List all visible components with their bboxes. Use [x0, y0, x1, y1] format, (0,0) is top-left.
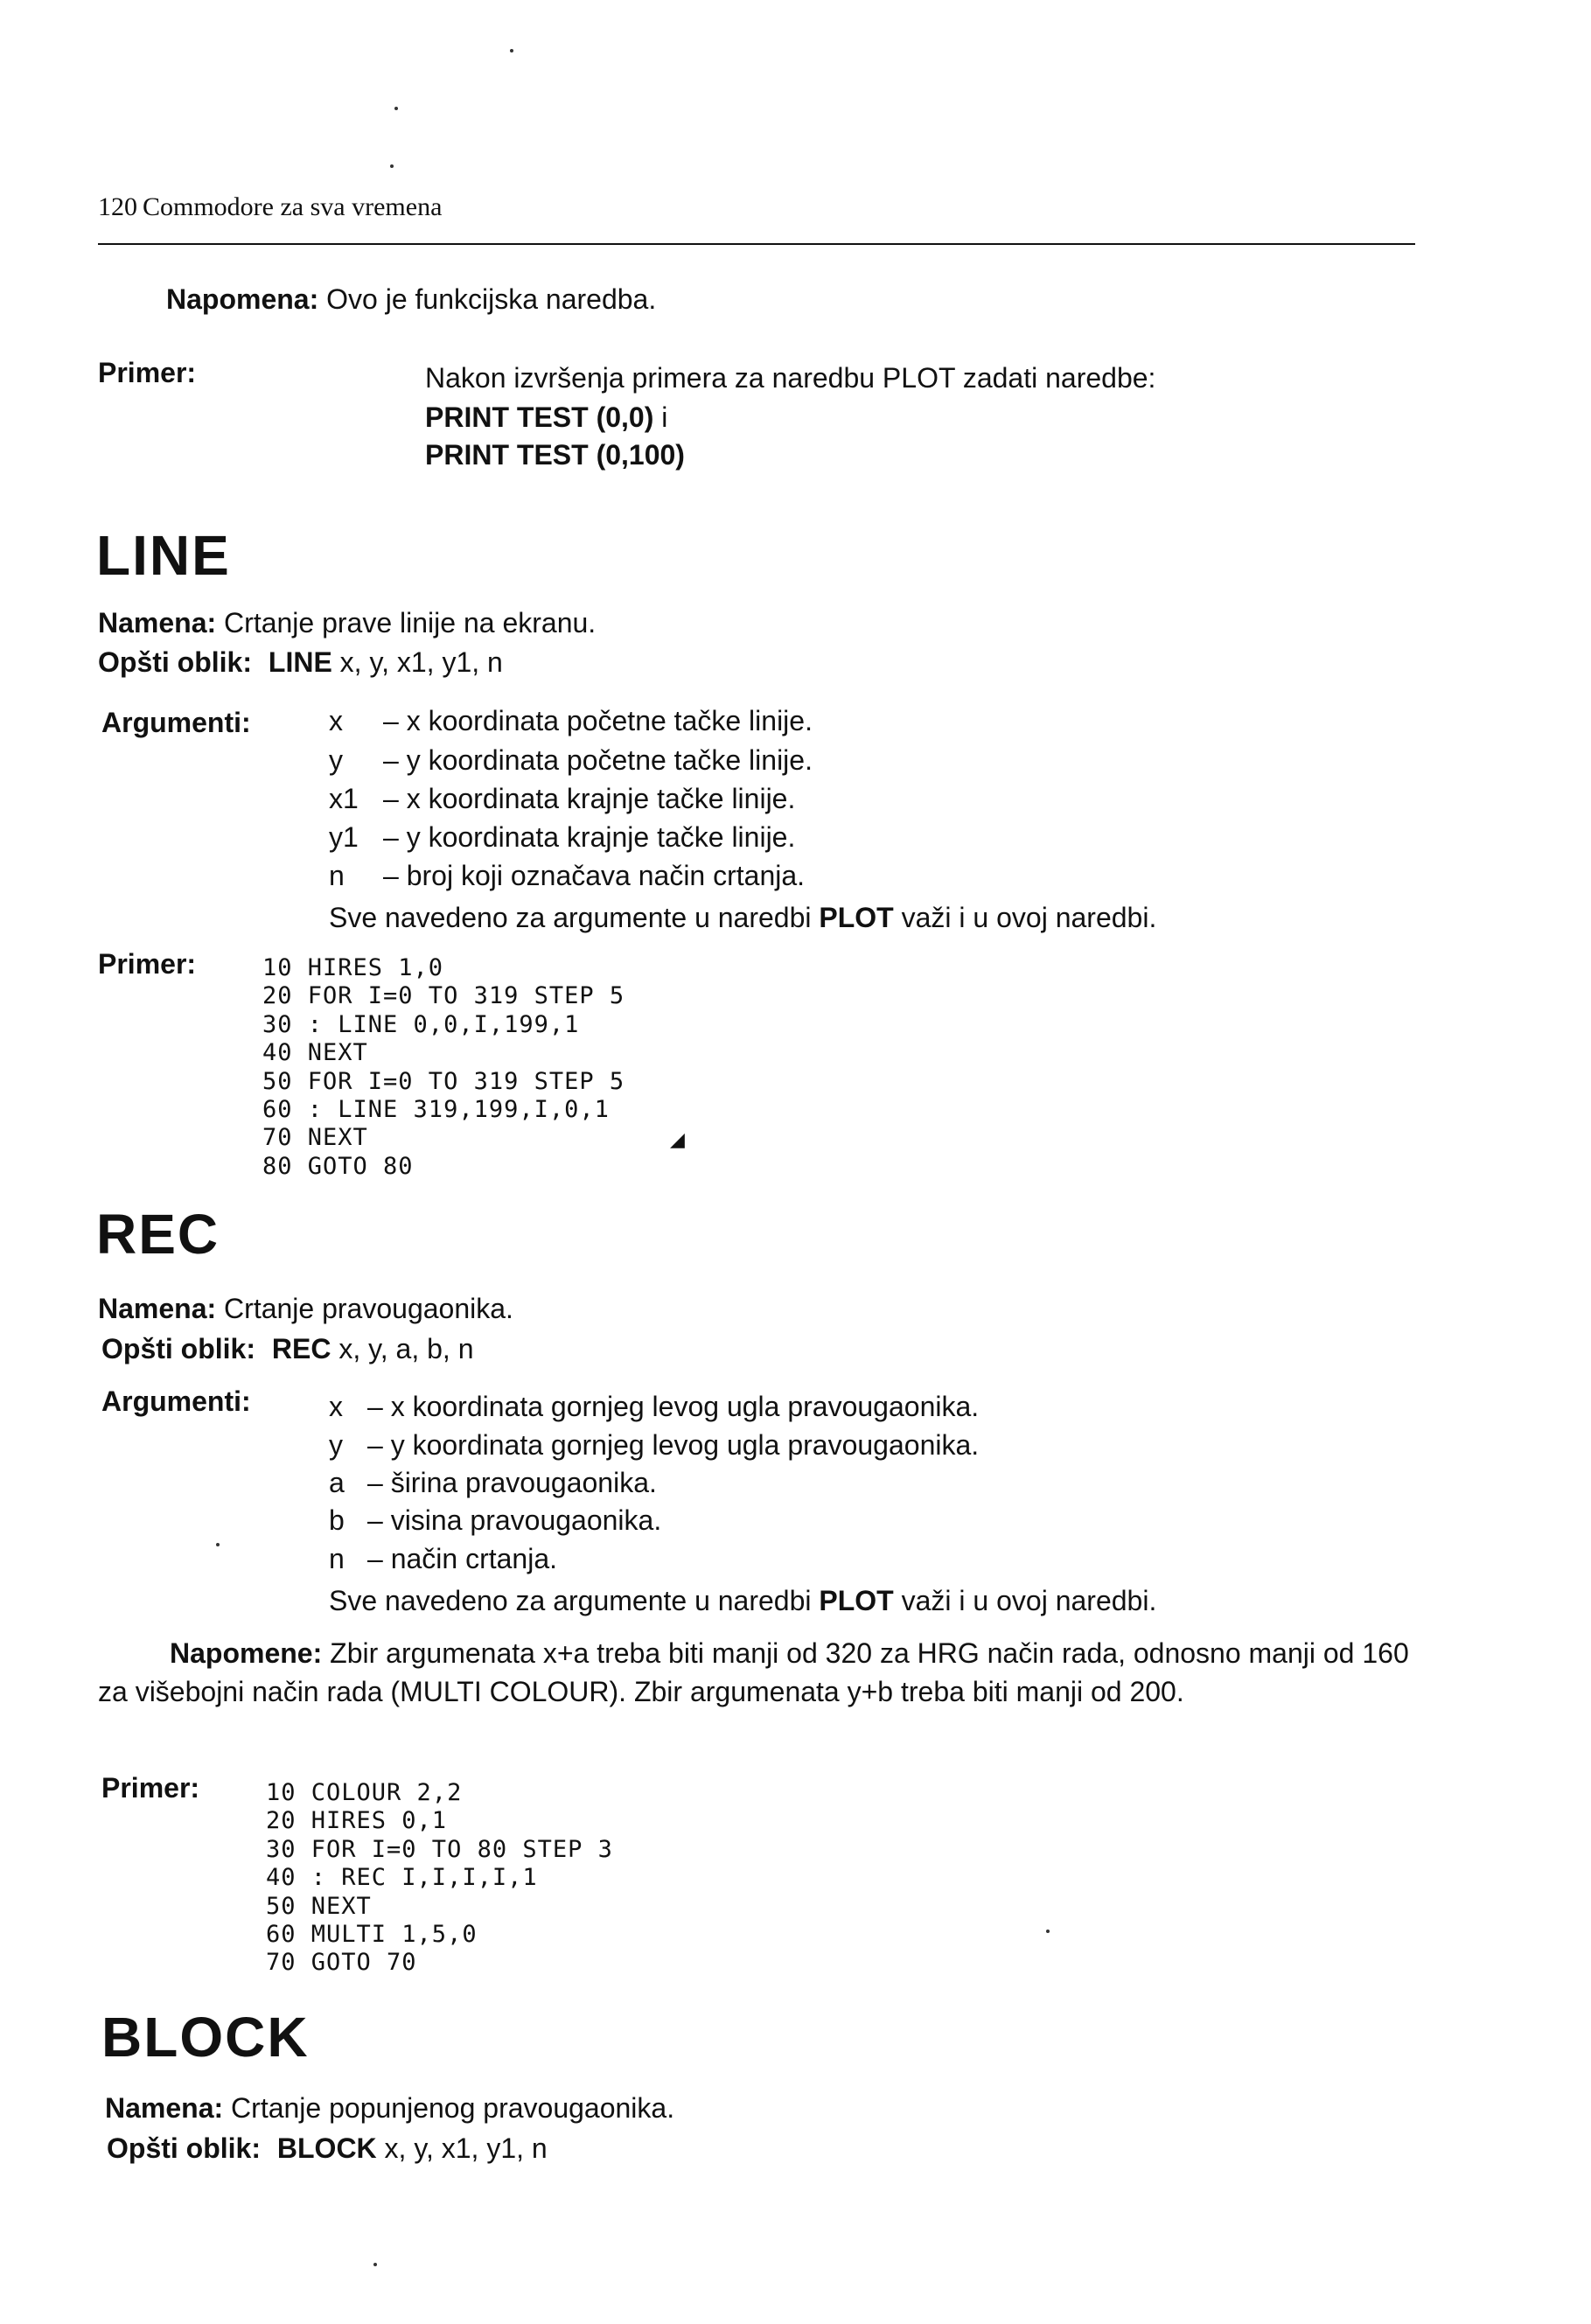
form-args: x, y, x1, y1, n — [384, 2132, 548, 2164]
arg-name: n — [329, 860, 345, 891]
scan-speck — [1046, 1930, 1050, 1933]
scan-speck — [216, 1543, 220, 1546]
rec-example-label: Primer: — [101, 1772, 200, 1804]
scan-speck — [390, 164, 394, 168]
section-title-line: LINE — [96, 524, 231, 587]
args-note-cmd: PLOT — [819, 902, 894, 933]
arg-desc: – broj koji označava način crtanja. — [383, 860, 806, 891]
rec-args-label: Argumenti: — [101, 1385, 251, 1417]
arg-name: y — [329, 744, 343, 776]
arg-desc: – x koordinata početne tačke linije. — [383, 705, 813, 736]
top-example-label: Primer: — [98, 357, 197, 388]
args-note-pre: Sve navedeno za argumente u naredbi — [329, 1585, 812, 1616]
purpose-label: Namena: — [98, 607, 217, 639]
purpose-text: Crtanje popunjenog pravougaonika. — [231, 2092, 675, 2124]
arg-name: n — [329, 1543, 345, 1574]
arg-name: x — [329, 705, 343, 736]
form-cmd: REC — [271, 1333, 331, 1364]
rec-general-form — [101, 1329, 473, 1368]
note-text: Ovo je funkcijska naredba. — [326, 283, 657, 315]
arg-desc: – širina pravougaonika. — [367, 1467, 657, 1498]
page-header — [98, 192, 442, 222]
args-note-post: važi i u ovoj naredbi. — [901, 1585, 1157, 1616]
top-example-text: Nakon izvršenja primera za naredbu PLOT zadati naredbe: — [425, 362, 1156, 394]
section-title-rec: REC — [96, 1203, 220, 1266]
rec-args-note — [329, 1581, 1156, 1620]
line-code-listing: 10 HIRES 1,0 20 FOR I=0 TO 319 STEP 5 30 : LINE 0,0,I,199,1 40 NEXT 50 FOR I=0 TO 319 STEP 5 60 : LINE 319,199,I,0,1 70 NEXT 80 GOTO 80 — [262, 954, 625, 1180]
block-general-form — [107, 2129, 548, 2167]
arg-name: x — [329, 1391, 343, 1422]
arg-name: x1 — [329, 783, 359, 814]
form-cmd: BLOCK — [276, 2132, 377, 2164]
book-title: Commodore za sva vremena — [143, 192, 443, 221]
arg-name: y1 — [329, 821, 359, 853]
purpose-label: Namena: — [105, 2092, 224, 2124]
cmd-print-test-1: PRINT TEST (0,0) — [425, 401, 654, 433]
form-label: Opšti oblik: — [98, 646, 252, 678]
form-label: Opšti oblik: — [107, 2132, 261, 2164]
scan-speck — [373, 2263, 377, 2266]
block-purpose — [105, 2089, 674, 2127]
top-example-cmd2: PRINT TEST (0,100) — [425, 439, 685, 471]
arg-desc: – y koordinata gornjeg levog ugla pravougaonika. — [367, 1429, 980, 1461]
rec-notes — [98, 1634, 1419, 1711]
arg-name: b — [329, 1504, 345, 1536]
notes-label: Napomene: — [170, 1637, 323, 1669]
arg-name: a — [329, 1467, 345, 1498]
note-label: Napomena: — [166, 283, 319, 315]
form-args: x, y, x1, y1, n — [339, 646, 503, 678]
form-cmd: LINE — [268, 646, 332, 678]
purpose-text: Crtanje prave linije na ekranu. — [224, 607, 597, 639]
form-label: Opšti oblik: — [101, 1333, 255, 1364]
purpose-text: Crtanje pravougaonika. — [224, 1293, 513, 1324]
arg-desc: – x koordinata gornjeg levog ugla pravougaonika. — [367, 1391, 980, 1422]
rec-purpose — [98, 1289, 513, 1328]
section-title-block: BLOCK — [101, 2006, 310, 2069]
args-note-post: važi i u ovoj naredbi. — [901, 902, 1157, 933]
top-note — [166, 280, 656, 318]
line-example-label: Primer: — [98, 948, 197, 980]
stray-mark: ◢ — [670, 1128, 685, 1150]
arg-desc: – visina pravougaonika. — [367, 1504, 662, 1536]
line-general-form — [98, 643, 503, 681]
cmd1-suffix: i — [661, 401, 668, 433]
form-args: x, y, a, b, n — [338, 1333, 474, 1364]
scan-speck — [510, 49, 513, 52]
rec-code-listing: 10 COLOUR 2,2 20 HIRES 0,1 30 FOR I=0 TO 80 STEP 3 40 : REC I,I,I,I,1 50 NEXT 60 MULTI 1,5,0 70 GOTO 70 — [266, 1779, 613, 1977]
line-args-label: Argumenti: — [101, 707, 251, 738]
arg-desc: – y koordinata početne tačke linije. — [383, 744, 813, 776]
arg-desc: – način crtanja. — [367, 1543, 558, 1574]
header-rule — [98, 243, 1415, 245]
args-note-cmd: PLOT — [819, 1585, 894, 1616]
top-example-cmd1 — [425, 398, 667, 436]
page-number: 120 — [98, 192, 137, 221]
arg-desc: – y koordinata krajnje tačke linije. — [383, 821, 796, 853]
line-args-note — [329, 898, 1156, 937]
notes-text: Zbir argumenata x+a treba biti manji od 320 za HRG način rada, odnosno manji od 160 za višebojni način rada (MULTI COLOUR). Zbir argumenata y+b treba biti manji od 200. — [98, 1637, 1409, 1707]
args-note-pre: Sve navedeno za argumente u naredbi — [329, 902, 812, 933]
scan-speck — [394, 107, 398, 110]
arg-name: y — [329, 1429, 343, 1461]
purpose-label: Namena: — [98, 1293, 217, 1324]
line-purpose — [98, 604, 596, 642]
arg-desc: – x koordinata krajnje tačke linije. — [383, 783, 796, 814]
